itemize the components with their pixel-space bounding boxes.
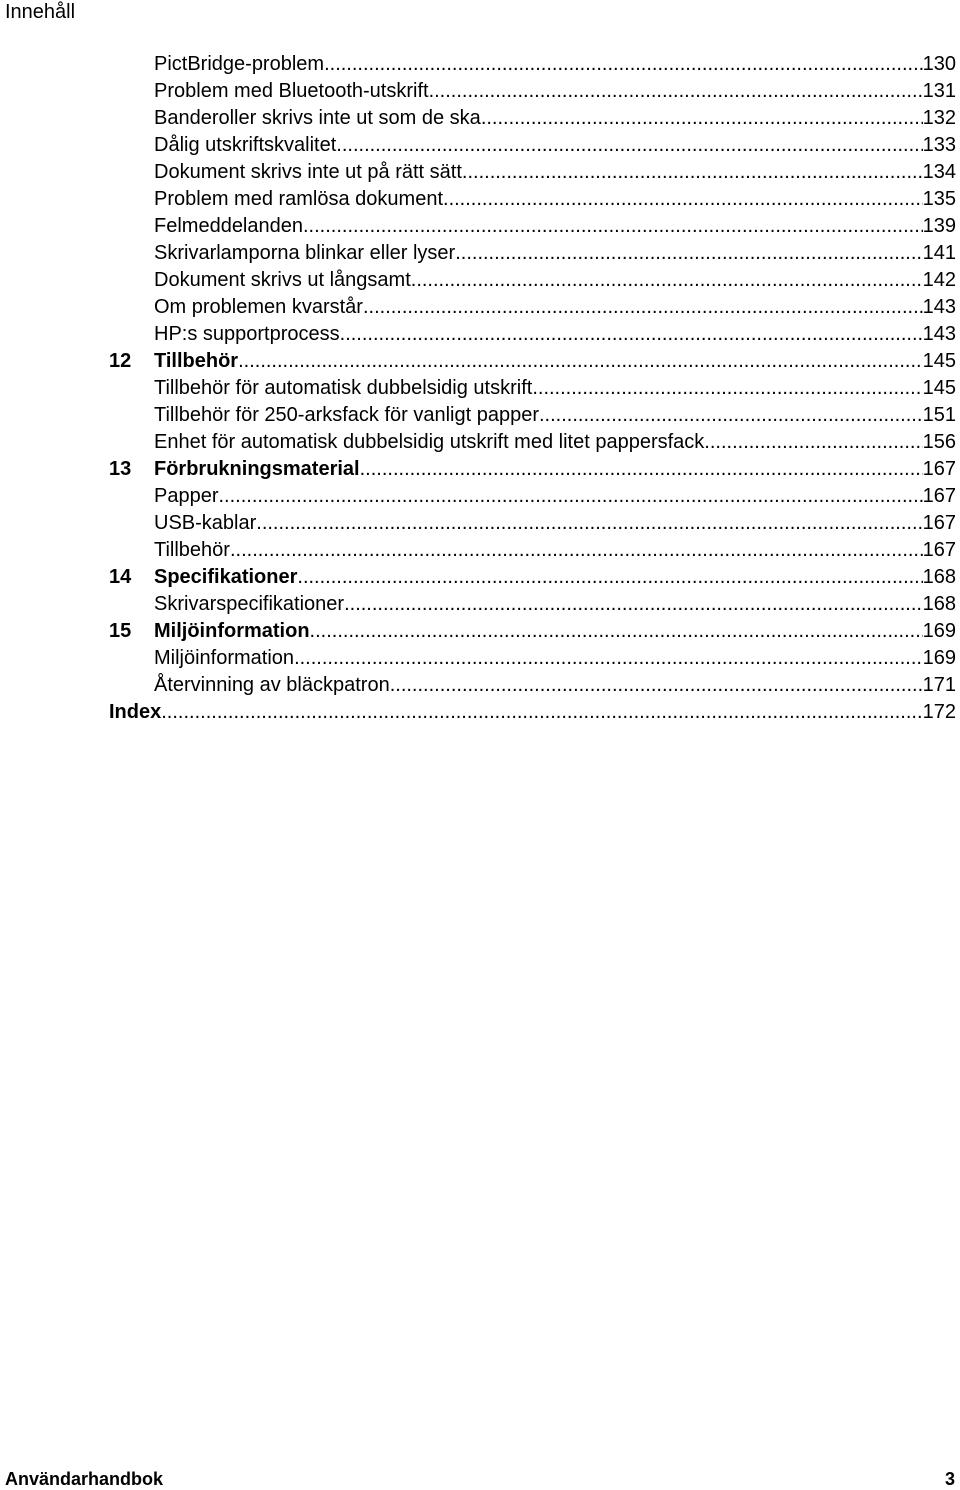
table-of-contents [109, 51, 956, 726]
toc-entry-title: USB-kablar [154, 512, 257, 534]
toc-section-entry[interactable] [109, 321, 956, 348]
toc-dot-leader [455, 240, 922, 267]
toc-section-entry[interactable] [109, 213, 956, 240]
toc-section-entry[interactable] [109, 78, 956, 105]
toc-page-number: 134 [922, 161, 956, 183]
toc-page-number: 151 [922, 404, 956, 426]
toc-page-number: 156 [922, 431, 956, 453]
toc-dot-leader [336, 132, 922, 159]
toc-section-entry[interactable] [109, 672, 956, 699]
toc-page-number: 167 [922, 458, 956, 480]
toc-section-entry[interactable] [109, 429, 956, 456]
toc-section-entry[interactable] [109, 267, 956, 294]
toc-page-number: 139 [922, 215, 956, 237]
toc-dot-leader [294, 645, 923, 672]
toc-chapter-entry[interactable] [109, 348, 956, 375]
toc-entry-title: HP:s supportprocess [154, 323, 340, 345]
toc-entry-title: Miljöinformation [154, 647, 295, 669]
toc-dot-leader [256, 510, 922, 537]
toc-page-number: 143 [922, 296, 956, 318]
toc-page-number: 167 [922, 485, 956, 507]
toc-entry-title: Tillbehör [154, 539, 230, 561]
footer-page-number: 3 [944, 1469, 955, 1489]
toc-entry-title: Papper [154, 485, 219, 507]
toc-chapter-number: 12 [109, 350, 132, 372]
toc-page-number: 145 [922, 377, 956, 399]
toc-chapter-number: 14 [109, 566, 132, 588]
toc-entry-title: Dålig utskriftskvalitet [154, 134, 337, 156]
toc-dot-leader [310, 618, 923, 645]
toc-page-number: 168 [922, 593, 956, 615]
toc-chapter-number: 15 [109, 620, 132, 642]
toc-index-entry[interactable] [109, 699, 956, 726]
toc-section-entry[interactable] [109, 402, 956, 429]
toc-dot-leader [238, 348, 923, 375]
toc-dot-leader [324, 51, 923, 78]
toc-section-entry[interactable] [109, 186, 956, 213]
toc-page-number: 168 [922, 566, 956, 588]
toc-dot-leader [539, 402, 923, 429]
toc-page-number: 169 [922, 647, 956, 669]
toc-page-number: 133 [922, 134, 956, 156]
toc-dot-leader [704, 429, 922, 456]
toc-chapter-entry[interactable] [109, 456, 956, 483]
toc-dot-leader [532, 375, 922, 402]
toc-page-number: 172 [922, 701, 956, 723]
toc-dot-leader [411, 267, 923, 294]
toc-entry-title: Problem med ramlösa dokument [154, 188, 444, 210]
toc-dot-leader [230, 537, 923, 564]
toc-entry-title: Tillbehör för 250-arksfack för vanligt papper [154, 404, 539, 426]
toc-chapter-number: 13 [109, 458, 132, 480]
toc-entry-title: Återvinning av bläckpatron [154, 674, 390, 696]
toc-section-entry[interactable] [109, 483, 956, 510]
toc-section-entry[interactable] [109, 240, 956, 267]
toc-dot-leader [481, 105, 923, 132]
toc-page-number: 143 [922, 323, 956, 345]
toc-entry-title: Problem med Bluetooth-utskrift [154, 80, 429, 102]
toc-dot-leader [360, 456, 923, 483]
toc-page-number: 171 [922, 674, 956, 696]
toc-entry-title: Specifikationer [154, 566, 298, 588]
toc-section-entry[interactable] [109, 159, 956, 186]
toc-page-number: 130 [922, 53, 956, 75]
toc-entry-title: Miljöinformation [154, 620, 310, 642]
toc-page-number: 132 [922, 107, 956, 129]
toc-page-number: 167 [922, 512, 956, 534]
toc-entry-title: Felmeddelanden [154, 215, 303, 237]
toc-entry-title: Dokument skrivs inte ut på rätt sätt [154, 161, 462, 183]
toc-section-entry[interactable] [109, 645, 956, 672]
toc-entry-title: Index [109, 701, 162, 723]
toc-entry-title: Tillbehör [154, 350, 239, 372]
toc-section-entry[interactable] [109, 591, 956, 618]
toc-chapter-entry[interactable] [109, 618, 956, 645]
toc-dot-leader [161, 699, 922, 726]
toc-page-number: 142 [922, 269, 956, 291]
toc-dot-leader [219, 483, 923, 510]
toc-section-entry[interactable] [109, 510, 956, 537]
toc-entry-title: Dokument skrivs ut långsamt [154, 269, 411, 291]
toc-dot-leader [462, 159, 923, 186]
toc-page-number: 169 [922, 620, 956, 642]
toc-entry-title: PictBridge-problem [154, 53, 325, 75]
toc-section-entry[interactable] [109, 294, 956, 321]
toc-dot-leader [363, 294, 923, 321]
toc-entry-title: Tillbehör för automatisk dubbelsidig utskrift [154, 377, 533, 399]
page-header-title: Innehåll [5, 1, 76, 23]
toc-section-entry[interactable] [109, 105, 956, 132]
toc-section-entry[interactable] [109, 51, 956, 78]
toc-chapter-entry[interactable] [109, 564, 956, 591]
toc-entry-title: Skrivarspecifikationer [154, 593, 345, 615]
toc-dot-leader [344, 591, 923, 618]
toc-entry-title: Skrivarlamporna blinkar eller lyser [154, 242, 456, 264]
toc-page-number: 145 [922, 350, 956, 372]
toc-entry-title: Förbrukningsmaterial [154, 458, 360, 480]
toc-page-number: 141 [922, 242, 956, 264]
toc-dot-leader [429, 78, 923, 105]
toc-section-entry[interactable] [109, 537, 956, 564]
toc-dot-leader [297, 564, 922, 591]
toc-dot-leader [443, 186, 923, 213]
toc-entry-title: Banderoller skrivs inte ut som de ska [154, 107, 481, 129]
toc-dot-leader [390, 672, 923, 699]
toc-section-entry[interactable] [109, 132, 956, 159]
toc-entry-title: Om problemen kvarstår [154, 296, 363, 318]
toc-section-entry[interactable] [109, 375, 956, 402]
toc-page-number: 131 [922, 80, 956, 102]
footer-manual-name: Användarhandbok [5, 1469, 164, 1489]
toc-dot-leader [303, 213, 923, 240]
toc-page-number: 167 [922, 539, 956, 561]
toc-dot-leader [340, 321, 923, 348]
toc-page-number: 135 [922, 188, 956, 210]
toc-entry-title: Enhet för automatisk dubbelsidig utskrift med litet pappersfack [154, 431, 705, 453]
